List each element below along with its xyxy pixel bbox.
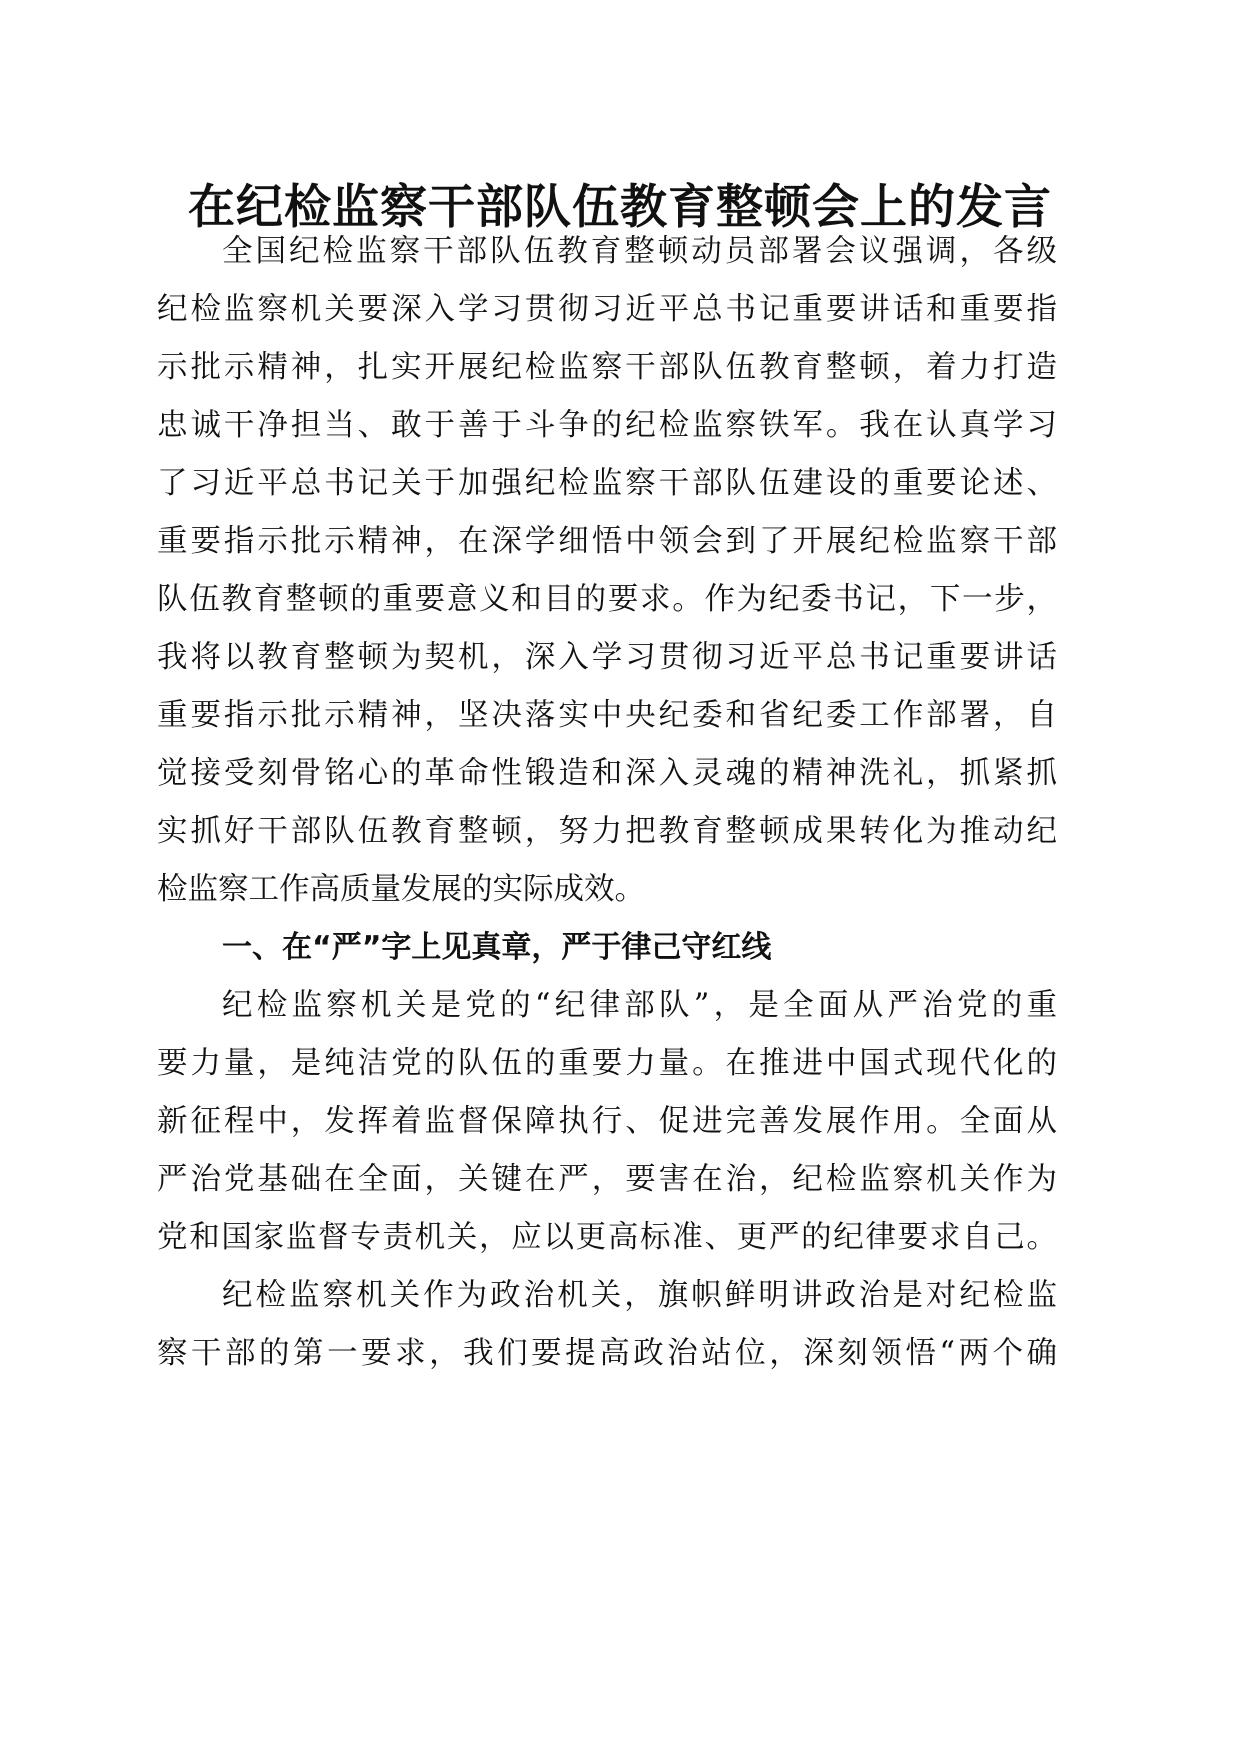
paragraph-line: 队伍教育整顿的重要意义和目的要求。作为纪委书记，下一步， bbox=[157, 582, 1057, 617]
document-title: 在纪检监察干部队伍教育整顿会上的发言 bbox=[188, 180, 1052, 235]
paragraph-line: 实抓好干部队伍教育整顿，努力把教育整顿成果转化为推动纪 bbox=[157, 814, 1057, 849]
paragraph-line: 检监察工作高质量发展的实际成效。 bbox=[157, 872, 645, 907]
section-heading: 一、在“严”字上见真章，严于律己守红线 bbox=[222, 930, 772, 965]
paragraph-line: 了习近平总书记关于加强纪检监察干部队伍建设的重要论述、 bbox=[157, 466, 1057, 501]
paragraph-line: 纪检监察机关作为政治机关，旗帜鲜明讲政治是对纪检监 bbox=[222, 1278, 1057, 1313]
paragraph-line: 觉接受刻骨铭心的革命性锻造和深入灵魂的精神洗礼，抓紧抓 bbox=[157, 756, 1057, 791]
paragraph-line: 党和国家监督专责机关，应以更高标准、更严的纪律要求自己。 bbox=[157, 1220, 1057, 1255]
paragraph-line: 严治党基础在全面，关键在严，要害在治，纪检监察机关作为 bbox=[157, 1162, 1057, 1197]
paragraph-line: 忠诚干净担当、敢于善于斗争的纪检监察铁军。我在认真学习 bbox=[157, 408, 1057, 443]
paragraph-line: 要力量，是纯洁党的队伍的重要力量。在推进中国式现代化的 bbox=[157, 1046, 1057, 1081]
paragraph-line: 纪检监察机关是党的“纪律部队”，是全面从严治党的重 bbox=[222, 988, 1057, 1023]
paragraph-line: 纪检监察机关要深入学习贯彻习近平总书记重要讲话和重要指 bbox=[157, 292, 1057, 327]
paragraph-line: 全国纪检监察干部队伍教育整顿动员部署会议强调，各级 bbox=[222, 234, 1057, 269]
paragraph-line: 重要指示批示精神，坚决落实中央纪委和省纪委工作部署，自 bbox=[157, 698, 1057, 733]
paragraph-line: 示批示精神，扎实开展纪检监察干部队伍教育整顿，着力打造 bbox=[157, 350, 1057, 385]
paragraph-line: 我将以教育整顿为契机，深入学习贯彻习近平总书记重要讲话 bbox=[157, 640, 1057, 675]
paragraph-line: 重要指示批示精神，在深学细悟中领会到了开展纪检监察干部 bbox=[157, 524, 1057, 559]
paragraph-line: 察干部的第一要求，我们要提高政治站位，深刻领悟“两个确 bbox=[157, 1336, 1057, 1371]
paragraph-line: 新征程中，发挥着监督保障执行、促进完善发展作用。全面从 bbox=[157, 1104, 1057, 1139]
